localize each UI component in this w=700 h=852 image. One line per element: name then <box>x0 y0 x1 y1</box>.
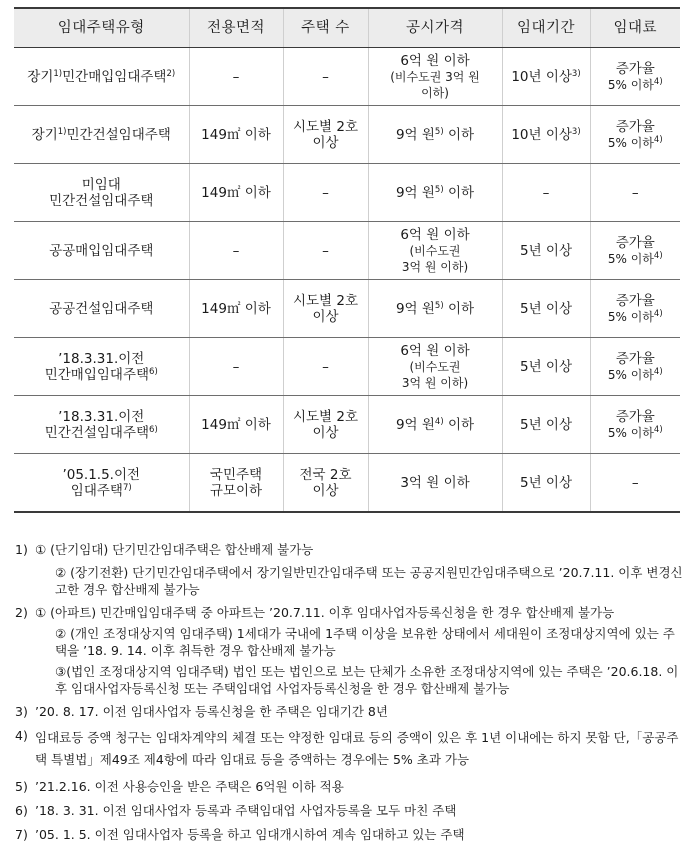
cell-count: 시도별 2호 이상 <box>283 280 368 338</box>
cell-period: 5년 이상 <box>502 338 590 396</box>
cell-price: 9억 원$^{5)}$ 이하 <box>368 106 502 164</box>
cell-rent: 증가율 5% 이하$^{4)}$ <box>590 396 680 454</box>
cell-period: – <box>502 164 590 222</box>
cell-price: 3억 원 이하 <box>368 454 502 513</box>
cell-rent: – <box>590 164 680 222</box>
header-type: 임대주택유형 <box>14 8 189 48</box>
cell-period: 5년 이상 <box>502 280 590 338</box>
cell-period: 10년 이상$^{3)}$ <box>502 48 590 106</box>
table-row <box>14 338 680 396</box>
footnote-text: ’05. 1. 5. 이전 임대사업자 등록을 하고 임대개시하여 계속 임대하고 있는 주택 <box>35 827 465 842</box>
cell-period: 10년 이상$^{3)}$ <box>502 106 590 164</box>
cell-type: 공공건설임대주택 <box>14 280 189 338</box>
cell-type: 미임대 민간건설임대주택 <box>14 164 189 222</box>
footnote-number: 6) <box>15 803 28 818</box>
footnote-text: ③(법인 조정대상지역 임대주택) 법인 또는 법인으로 보는 단체가 소유한 조정대상지역에 있는 주택은 ’20.6.18. 이후 임대사업자등록신청 또는 주택임대업 사업자등록신청을 한 경우 합산배제 불가능 <box>55 664 679 696</box>
cell-count: 시도별 2호 이상 <box>283 106 368 164</box>
cell-type: ’18.3.31.이전 민간매입임대주택$^{6)}$ <box>14 338 189 396</box>
cell-count: – <box>283 222 368 280</box>
cell-area: – <box>189 48 283 106</box>
header-price: 공시가격 <box>368 8 502 48</box>
table-row <box>14 164 680 222</box>
cell-count: – <box>283 164 368 222</box>
cell-rent: 증가율 5% 이하$^{4)}$ <box>590 280 680 338</box>
table-row <box>14 454 680 513</box>
cell-area: 149㎡ 이하 <box>189 280 283 338</box>
header-count: 주택 수 <box>283 8 368 48</box>
cell-rent: – <box>590 454 680 513</box>
footnote-3 <box>15 703 685 720</box>
footnote-text: ① (아파트) 민간매입임대주택 중 아파트는 ’20.7.11. 이후 임대사업자등록신청을 한 경우 합산배제 불가능 <box>35 605 615 620</box>
footnote-text: ① (단기임대) 단기민간임대주택은 합산배제 불가능 <box>35 542 314 557</box>
table-row <box>14 280 680 338</box>
cell-price: 9억 원$^{4)}$ 이하 <box>368 396 502 454</box>
table-header-row <box>14 8 680 48</box>
cell-type: ’05.1.5.이전 임대주택$^{7)}$ <box>14 454 189 513</box>
cell-area: 149㎡ 이하 <box>189 396 283 454</box>
header-area: 전용면적 <box>189 8 283 48</box>
footnote-text: 임대료등 증액 청구는 임대차계약의 체결 또는 약정한 임대료 등의 증액이 있은 후 1년 이내에는 하지 못함 단,「공공주택 특별법」제49조 제4항에 따라 임대료 등을 증액하는 경우에는 5% 초과 가능 <box>35 730 679 767</box>
footnote-7 <box>15 826 685 843</box>
footnote-text: ’20. 8. 17. 이전 임대사업자 등록신청을 한 주택은 임대기간 8년 <box>35 704 388 719</box>
footnote-text: ’21.2.16. 이전 사용승인을 받은 주택은 6억원 이하 적용 <box>35 779 344 794</box>
cell-rent: 증가율 5% 이하$^{4)}$ <box>590 222 680 280</box>
cell-count: 전국 2호 이상 <box>283 454 368 513</box>
cell-count: – <box>283 338 368 396</box>
footnote-text: ② (개인 조정대상지역 임대주택) 1세대가 국내에 1주택 이상을 보유한 상태에서 세대원이 조정대상지역에 있는 주택을 ’18. 9. 14. 이후 취득한 경우 합산배제 불가능 <box>55 626 675 658</box>
rental-housing-table <box>14 7 680 513</box>
footnote-number: 2) <box>15 605 28 620</box>
footnote-5 <box>15 778 685 795</box>
cell-price: 6억 원 이하 (비수도권 3억 원 이하) <box>368 222 502 280</box>
cell-period: 5년 이상 <box>502 222 590 280</box>
footnote-number: 7) <box>15 827 28 842</box>
cell-area: 149㎡ 이하 <box>189 164 283 222</box>
cell-area: – <box>189 338 283 396</box>
footnote-number: 3) <box>15 704 28 719</box>
footnote-text: ’18. 3. 31. 이전 임대사업자 등록과 주택임대업 사업자등록을 모두 마친 주택 <box>35 803 457 818</box>
cell-period: 5년 이상 <box>502 396 590 454</box>
cell-area: 국민주택 규모이하 <box>189 454 283 513</box>
footnotes <box>15 541 685 843</box>
cell-count: – <box>283 48 368 106</box>
footnote-2 <box>15 604 685 697</box>
footnote-6 <box>15 802 685 819</box>
footnote-4 <box>15 727 685 771</box>
table-row <box>14 396 680 454</box>
footnote-number: 4) <box>15 728 28 743</box>
table-row <box>14 106 680 164</box>
cell-area: – <box>189 222 283 280</box>
footnote-text: ② (장기전환) 단기민간임대주택에서 장기일반민간임대주택 또는 공공지원민간임대주택으로 ’20.7.11. 이후 변경신고한 경우 합산배제 불가능 <box>55 565 683 597</box>
cell-period: 5년 이상 <box>502 454 590 513</box>
footnote-number: 1) <box>15 542 28 557</box>
cell-rent: 증가율 5% 이하$^{4)}$ <box>590 338 680 396</box>
cell-count: 시도별 2호 이상 <box>283 396 368 454</box>
footnote-number: 5) <box>15 779 28 794</box>
header-period: 임대기간 <box>502 8 590 48</box>
cell-type: ’18.3.31.이전 민간건설임대주택$^{6)}$ <box>14 396 189 454</box>
header-rent: 임대료 <box>590 8 680 48</box>
cell-type: 장기$^{1)}$민간건설임대주택 <box>14 106 189 164</box>
cell-price: 6억 원 이하 (비수도권 3억 원 이하) <box>368 48 502 106</box>
footnote-1 <box>15 541 685 598</box>
cell-rent: 증가율 5% 이하$^{4)}$ <box>590 48 680 106</box>
cell-price: 9억 원$^{5)}$ 이하 <box>368 164 502 222</box>
cell-rent: 증가율 5% 이하$^{4)}$ <box>590 106 680 164</box>
cell-area: 149㎡ 이하 <box>189 106 283 164</box>
table-row <box>14 48 680 106</box>
cell-price: 9억 원$^{5)}$ 이하 <box>368 280 502 338</box>
cell-type: 장기$^{1)}$민간매입임대주택$^{2)}$ <box>14 48 189 106</box>
table-row <box>14 222 680 280</box>
cell-type: 공공매입임대주택 <box>14 222 189 280</box>
cell-price: 6억 원 이하 (비수도권 3억 원 이하) <box>368 338 502 396</box>
